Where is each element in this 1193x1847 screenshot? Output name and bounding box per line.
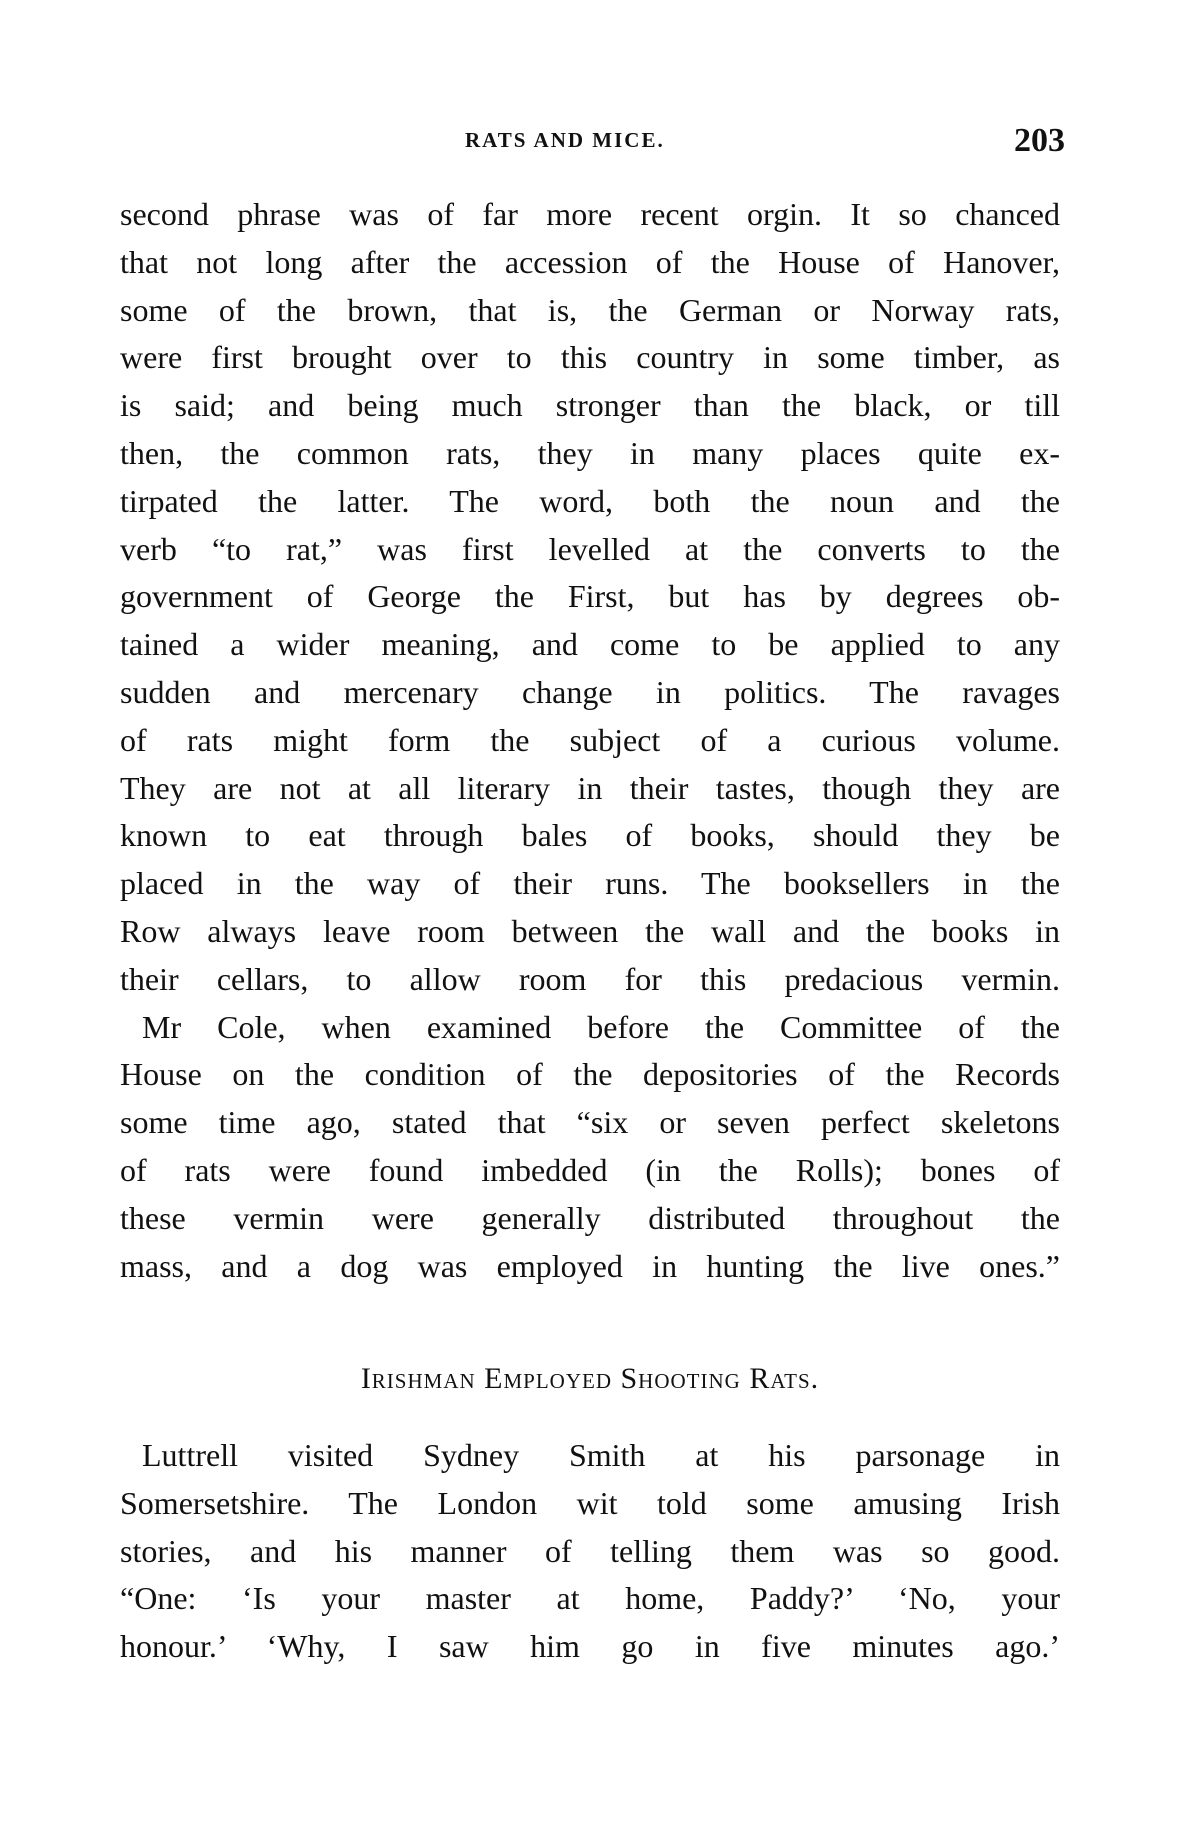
- paragraph-luttrell: [120, 1432, 1060, 1671]
- text-line: Mr Cole, when examined before the Committee of the: [142, 1008, 1060, 1045]
- text-line: honour.’ ‘Why, I saw him go in five minutes ago.’: [120, 1628, 1060, 1665]
- text-line: “One: ‘Is your master at home, Paddy?’ ‘No, your: [120, 1580, 1060, 1617]
- text-line: placed in the way of their runs. The booksellers in the: [120, 865, 1060, 902]
- text-line: some time ago, stated that “six or seven perfect skeletons: [120, 1104, 1060, 1141]
- text-line: tirpated the latter. The word, both the noun and the: [120, 482, 1060, 519]
- text-line: then, the common rats, they in many places quite ex-: [120, 434, 1060, 471]
- text-line: known to eat through bales of books, should they be: [120, 817, 1060, 854]
- text-line: some of the brown, that is, the German or Norway rats,: [120, 291, 1060, 328]
- running-head-title: RATS AND MICE.: [465, 128, 665, 152]
- text-line: They are not at all literary in their tastes, though they are: [120, 769, 1060, 806]
- text-line: stories, and his manner of telling them was so good.: [120, 1532, 1060, 1569]
- text-line: mass, and a dog was employed in hunting the live ones.”: [120, 1247, 1060, 1284]
- text-line: second phrase was of far more recent orgin. It so chanced: [120, 196, 1060, 232]
- text-line: sudden and mercenary change in politics. The ravages: [120, 673, 1060, 710]
- text-line: is said; and being much stronger than the black, or till: [120, 387, 1060, 424]
- text-line: these vermin were generally distributed throughout the: [120, 1199, 1060, 1236]
- text-line: their cellars, to allow room for this predacious vermin.: [120, 960, 1060, 997]
- page-number: 203: [1014, 122, 1065, 159]
- section-heading: Irishman Employed Shooting Rats.: [360, 1362, 820, 1395]
- text-line: government of George the First, but has by degrees ob-: [120, 578, 1060, 615]
- text-line: that not long after the accession of the House of Hanover,: [120, 243, 1060, 280]
- text-line: verb “to rat,” was first levelled at the converts to the: [120, 530, 1060, 567]
- text-line: Luttrell visited Sydney Smith at his parsonage in: [142, 1437, 1060, 1473]
- paragraph-mr-cole: [120, 1004, 1060, 1291]
- paragraph-rats-origin: [120, 191, 1060, 1290]
- text-line: House on the condition of the depositories of the Records: [120, 1056, 1060, 1093]
- text-line: tained a wider meaning, and come to be applied to any: [120, 626, 1060, 663]
- text-line: were first brought over to this country in some timber, as: [120, 339, 1060, 376]
- running-head: [120, 122, 1065, 162]
- text-line: of rats might form the subject of a curious volume.: [120, 721, 1060, 758]
- text-line: Row always leave room between the wall and the books in: [120, 912, 1060, 949]
- text-line: of rats were found imbedded (in the Rolls); bones of: [120, 1151, 1060, 1188]
- text-line: Somersetshire. The London wit told some amusing Irish: [120, 1484, 1060, 1521]
